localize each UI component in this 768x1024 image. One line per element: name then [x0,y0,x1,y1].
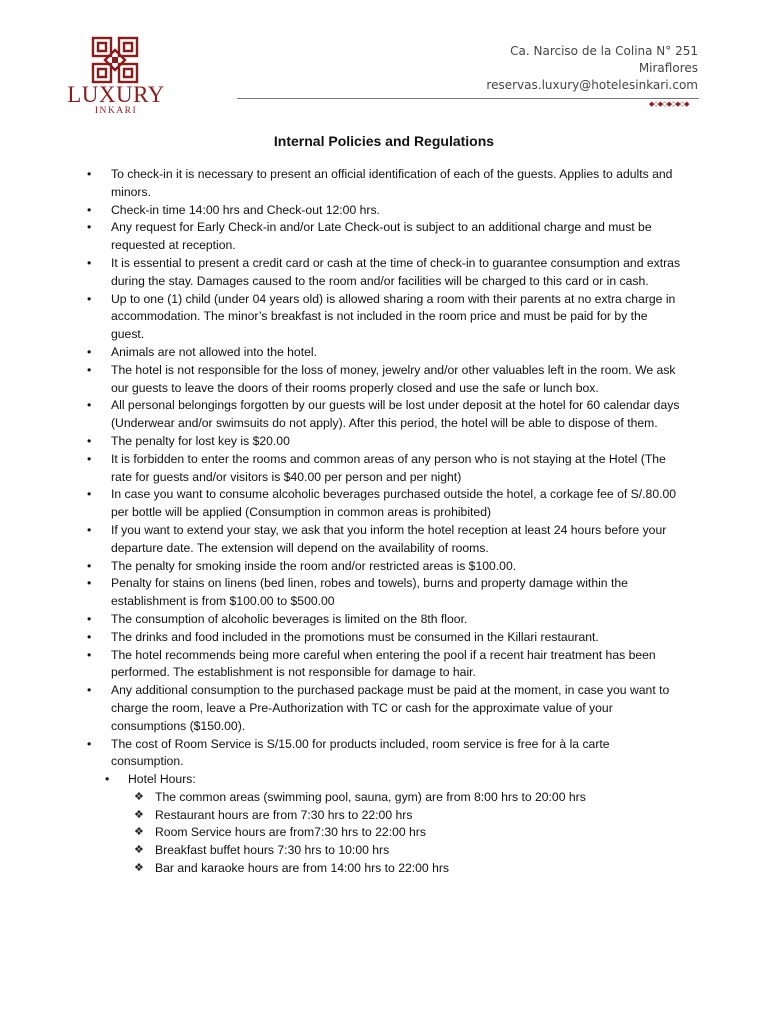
policy-item: • The consumption of alcoholic beverages is limited on the 8th floor. [84,611,684,629]
policy-item: • Up to one (1) child (under 04 years old) is allowed sharing a room with their parents at no extra charge in accommodation. The minor’s breakfast is not included in the room price and must be paid for by the guest. [84,291,684,344]
policy-item: • To check-in it is necessary to present an official identification of each of the guests. Applies to adults and minors. [84,166,684,202]
hours-item-text: Breakfast buffet hours 7:30 hrs to 10:00 hrs [155,843,390,858]
policy-list [84,166,684,771]
diamond-bullet-icon: ❖ [134,808,144,821]
policy-item: • The drinks and food included in the promotions must be consumed in the Killari restaurant. [84,629,684,647]
policy-item: • The hotel is not responsible for the loss of money, jewelry and/or other valuables left in the room. We ask our guests to leave the doors of their rooms properly closed and use the safe or lunch box. [84,362,684,398]
policy-content [84,166,684,878]
hours-item [84,842,684,860]
policy-item: • The penalty for lost key is $20.00 [84,433,684,451]
policy-item: • The cost of Room Service is S/15.00 for products included, room service is free for à la carte consumption. [84,736,684,772]
header-divider [237,98,699,99]
policy-item: • Any request for Early Check-in and/or Late Check-out is subject to an additional charge and must be requested at reception. [84,219,684,255]
hours-item [84,807,684,825]
hours-heading: • Hotel Hours: [84,771,684,789]
brand-subtitle: INKARI [94,106,138,116]
hours-item-text: Room Service hours are from7:30 hrs to 22:00 hrs [155,825,426,840]
diamond-bullet-icon: ❖ [134,862,144,875]
policy-item: • The hotel recommends being more careful when entering the pool if a recent hair treatment has been performed. The establishment is not responsible for damage to hair. [84,647,684,683]
policy-item: • In case you want to consume alcoholic beverages purchased outside the hotel, a corkage fee of S/.80.00 per bottle will be applied (Consumption in common areas is prohibited) [84,486,684,522]
document-title: Internal Policies and Regulations [273,133,495,149]
policy-item: • It is forbidden to enter the rooms and common areas of any person who is not staying at the Hotel (The rate for guests and/or visitors is $40.00 per person and per night) [84,451,684,487]
hours-item [84,860,684,878]
hours-item [84,789,684,807]
brand-name: LUXURY [67,82,165,107]
hours-item-text: Bar and karaoke hours are from 14:00 hrs to 22:00 hrs [155,861,450,876]
address-street: Ca. Narciso de la Colina N° 251 [510,44,698,58]
policy-item: • Any additional consumption to the purchased package must be paid at the moment, in case you want to charge the room, leave a Pre-Authorization with TC or cash for the approximate value of your consumptions ($150.00). [84,682,684,735]
policy-item: • If you want to extend your stay, we ask that you inform the hotel reception at least 24 hours before your departure date. The extension will depend on the availability of rooms. [84,522,684,558]
policy-item: • It is essential to present a credit card or cash at the time of check-in to guarantee consumption and extras during the stay. Damages caused to the room and/or facilities will be charged to this card or in cash. [84,255,684,291]
logo-emblem-icon [91,36,139,84]
policy-item: • All personal belongings forgotten by our guests will be lost under deposit at the hotel for 60 calendar days (Underwear and/or swimsuits do not apply). After this period, the hotel will be able to dispose of them. [84,397,684,433]
hotel-logo [56,36,176,120]
diamond-bullet-icon: ❖ [134,790,144,803]
hours-item-text: The common areas (swimming pool, sauna, gym) are from 8:00 hrs to 20:00 hrs [155,789,586,804]
hotel-address [486,43,698,94]
policy-item: • Check-in time 14:00 hrs and Check-out 12:00 hrs. [84,202,684,220]
divider-ornament-icon: ◆◇◆◇◆◇◆◇◆ [649,101,689,108]
address-district: Miraflores [638,61,698,75]
policy-item: • Animals are not allowed into the hotel. [84,344,684,362]
hours-item [84,824,684,842]
diamond-bullet-icon: ❖ [134,826,144,839]
hours-item-text: Restaurant hours are from 7:30 hrs to 22:00 hrs [155,807,413,822]
diamond-bullet-icon: ❖ [134,844,144,857]
policy-item: • Penalty for stains on linens (bed linen, robes and towels), burns and property damage within the establishment is from $100.00 to $500.00 [84,575,684,611]
hours-section [84,771,684,789]
contact-email: reservas.luxury@hotelesinkari.com [486,78,698,92]
hours-list [84,789,684,878]
policy-item: • The penalty for smoking inside the room and/or restricted areas is $100.00. [84,558,684,576]
